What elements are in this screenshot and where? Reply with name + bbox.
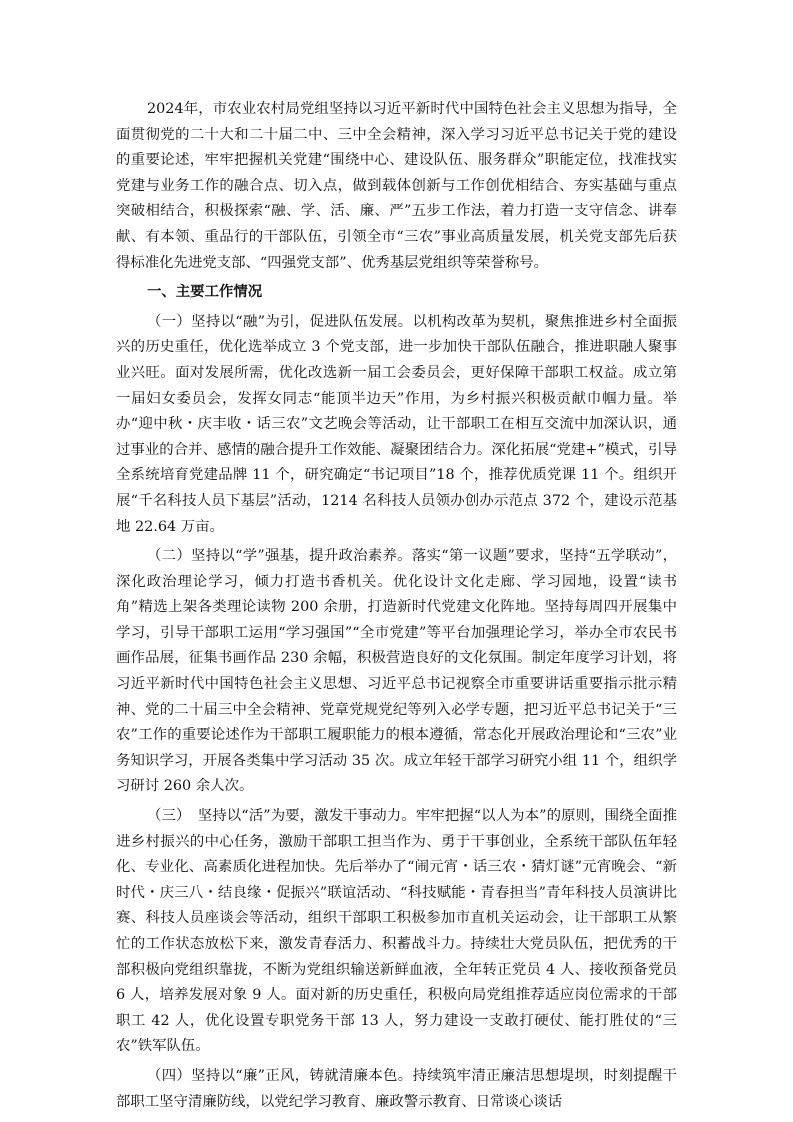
section-heading: 一、主要工作情况: [147, 284, 263, 301]
document-body: [116, 97, 677, 1119]
section-3-paragraph: （三） 坚持以“活”为要，激发干事动力。牢牢把握“以人为本”的原则，围绕全面推进乡村振兴的中心任务，激励干部职工担当作为、勇于干事创业，全系统干部队伍年轻化、专业化、高素质化进程加快。先后举办了“闹元宵・话三农・猜灯谜”元宵晚会、“新时代・庆三八・结良缘・促振兴”联谊活动、“科技赋能・青春担当”青年科技人员演讲比赛、科技人员座谈会等活动，组织干部职工积极参加市直机关运动会，让干部职工从繁忙的工作状态放松下来，激发青春活力、积蓄战斗力。持续壮大党员队伍，把优秀的干部积极向党组织靠拢，不断为党组织输送新鲜血液，全年转正党员 4 人、接收预备党员 6 人，培养发展对象 9 人。面对新的历史重任，积极向局党组推荐适应岗位需求的干部职工 42 人，优化设置专职党务干部 13 人，努力建设一支敢打硬仗、能打胜仗的“三农”铁军队伍。: [116, 808, 677, 1055]
section-2-paragraph: （二）坚持以“学”强基，提升政治素养。落实“第一议题”要求，坚持“五学联动”，深化政治理论学习，倾力打造书香机关。优化设计文化走廊、学习园地，设置“读书角”精选上架各类理论读物 200 余册，打造新时代党建文化阵地。坚持每周四开展集中学习，引导干部职工运用“学习强国”“全市党建”等平台加强理论学习，举办全市农民书画作品展，征集书画作品 230 余幅，积极营造良好的文化氛围。制定年度学习计划，将习近平新时代中国特色社会主义思想、习近平总书记视察全市重要讲话重要指示批示精神、党的二十届三中全会精神、党章党规党纪等列入必学专题，把习近平总书记关于“三农”工作的重要论述作为干部职工履职能力的根本遵循，常态化开展政治理论和“三农”业务知识学习，开展各类集中学习活动 35 次。成立年轻干部学习研究小组 11 个，组织学习研讨 260 余人次。: [116, 548, 677, 795]
section-4-paragraph: （四）坚持以“廉”正风，铸就清廉本色。持续筑牢清正廉洁思想堤坝，时刻提醒干部职工坚守清廉防线，以党纪学习教育、廉政警示教育、日常谈心谈话: [116, 1067, 677, 1110]
intro-paragraph: 2024年，市农业农村局党组坚持以习近平新时代中国特色社会主义思想为指导，全面贯彻党的二十大和二十届二中、三中全会精神，深入学习习近平总书记关于党的建设的重要论述，牢牢把握机关党建“围绕中心、建设队伍、服务群众”职能定位，找准找实党建与业务工作的融合点、切入点，做到载体创新与工作创优相结合、夯实基础与重点突破相结合，积极探索“融、学、活、廉、严”五步工作法，着力打造一支守信念、讲奉献、有本领、重品行的干部队伍，引领全市“三农”事业高质量发展，机关党支部先后获得标准化先进党支部、“四强党支部”、优秀基层党组织等荣誉称号。: [116, 101, 677, 271]
section-1-paragraph: （一）坚持以“融”为引，促进队伍发展。以机构改革为契机，聚焦推进乡村全面振兴的历史重任，优化选举成立 3 个党支部，进一步加快干部队伍融合，推进职融人聚事业兴旺。面对发展所需，优化改选新一届工会委员会，更好保障干部职工权益。成立第一届妇女委员会，发挥女同志“能顶半边天”作用，为乡村振兴积极贡献巾帼力量。举办“迎中秋・庆丰收・话三农”文艺晚会等活动，让干部职工在相互交流中加深认识，通过事业的合并、感情的融合提升工作效能、凝聚团结合力。深化拓展“党建+”模式，引导全系统培育党建品牌 11 个，研究确定“书记项目”18 个，推荐优质党课 11 个。组织开展“千名科技人员下基层”活动，1214 名科技人员领办创办示范点 372 个，建设示范基地 22.64 万亩。: [116, 313, 677, 535]
